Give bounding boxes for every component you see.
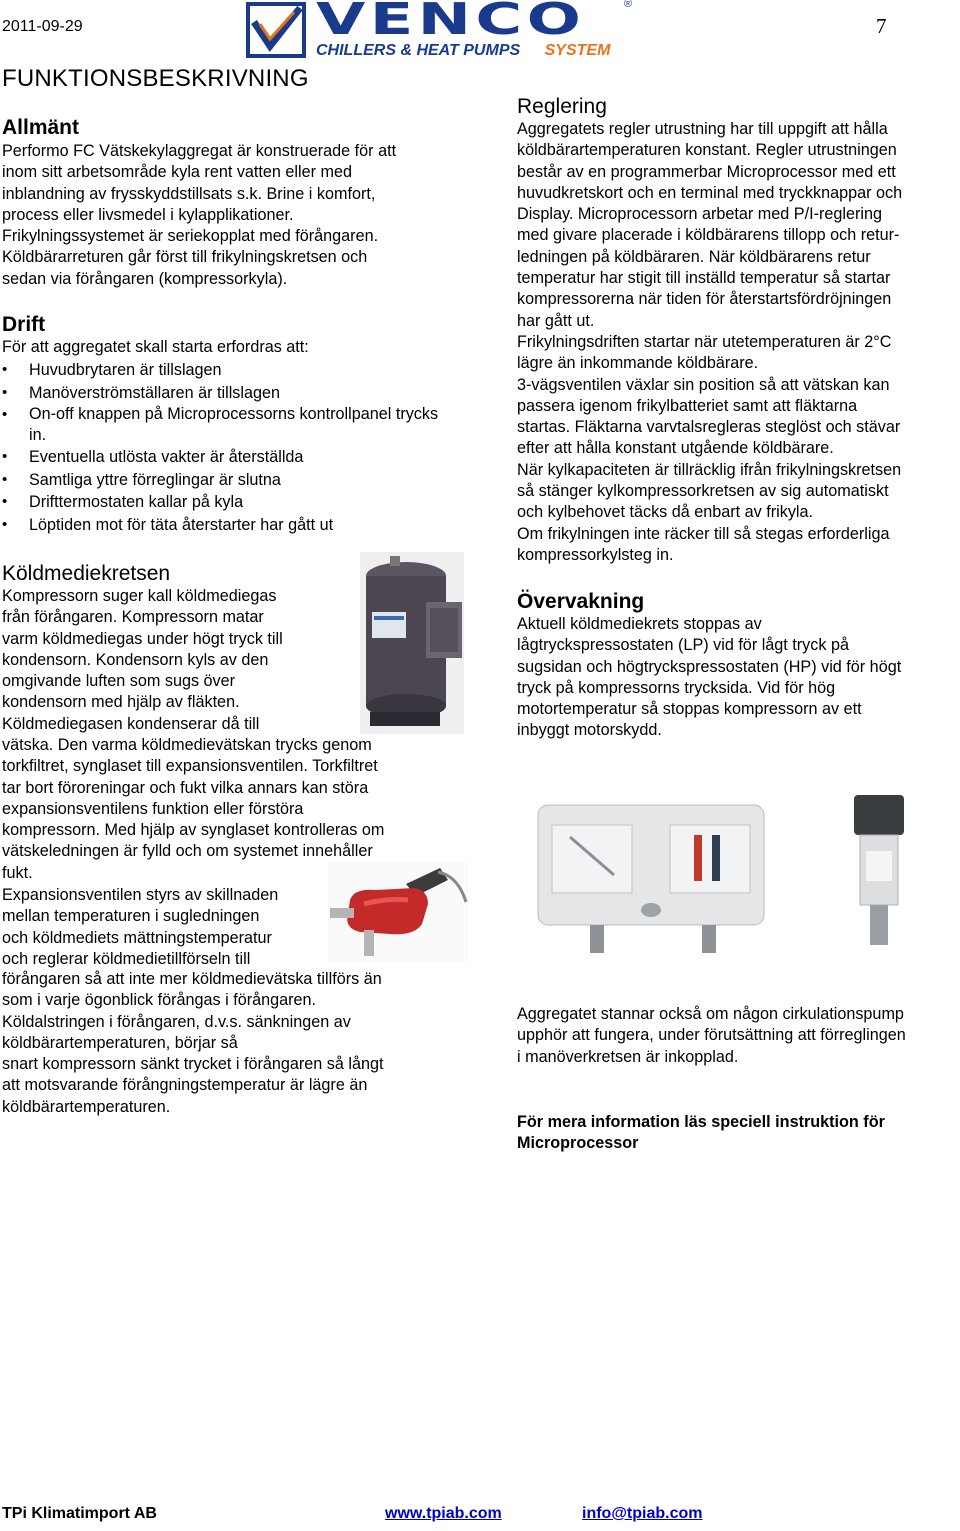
pressure-switch-image — [530, 775, 930, 955]
text-line: inbyggt motorskydd. — [517, 721, 662, 740]
text-line: och reglerar köldmedietillförseln till — [2, 949, 251, 968]
overvakning-text — [517, 614, 960, 742]
text-line: För mera information läs speciell instruktion för — [517, 1113, 885, 1131]
text-line: vätskeledningen är fylld och om systemet innehåller — [2, 842, 373, 861]
text-line: köldbärartemperaturen, börjar så — [2, 1033, 238, 1052]
text-line: temperatur har stigit till inställd temperatur så startar — [517, 269, 891, 288]
text-line: köldbärartemperaturen konstant. Regler utrustningen — [517, 141, 897, 160]
text-line: startas. Fläktarna varvtalsregleras steglöst och stävar — [517, 418, 901, 437]
text-line: passera igenom frikylbatteriet samt att fläktarna — [517, 396, 858, 415]
after-image-text — [517, 1004, 960, 1068]
text-line: omgivande luften som sugs över — [2, 672, 236, 691]
text-line: sugsidan och högtryckspressostaten (HP) vid för högt — [517, 657, 902, 676]
text-line: från förångaren. Kompressorn matar — [2, 608, 264, 627]
text-line: har gått ut. — [517, 311, 595, 330]
koldmedie-heading: Köldmediekretsen — [2, 562, 171, 585]
text-line: Microprocessor — [517, 1134, 639, 1153]
drift-heading: Drift — [2, 313, 46, 336]
text-line: köldbärartemperaturen. — [2, 1097, 171, 1116]
text-line: Kompressorn suger kall köldmediegas — [2, 587, 277, 605]
text-line: Köldalstringen i förångaren, d.v.s. sänkningen av — [2, 1012, 351, 1031]
text-line: Aggregatets regler utrustning har till uppgift att hålla — [517, 120, 888, 138]
text-line: ledningen på köldbäraren. När köldbärarens retur — [517, 247, 871, 266]
reglering-text — [517, 119, 960, 566]
text-line: består av en programmerbar Microprocessor med ett — [517, 162, 896, 181]
text-line: lägre än inkommande köldbärare. — [517, 354, 759, 373]
text-line: inom sitt arbetsområde kyla rent vatten eller med — [2, 163, 352, 182]
text-line: kompressorerna när tiden för återstartsfördröjningen — [517, 290, 892, 309]
text-line: upphör att fungera, under förutsättning att förreglingen — [517, 1026, 906, 1045]
text-line: kompressorn. Med hjälp av synglaset kontrolleras om — [2, 821, 385, 840]
text-line: och kylbehovet täcks då enbart av frikyla. — [517, 503, 814, 522]
venco-check-icon — [246, 2, 308, 60]
footer-company: TPi Klimatimport AB — [2, 1505, 157, 1522]
text-line: att motsvarande förångningstemperatur är lägre än — [2, 1076, 368, 1095]
text-line: sedan via förångaren (kompressorkyla). — [2, 269, 288, 288]
text-line: expansionsventilens funktion eller förstöra — [2, 799, 304, 818]
list-item: • Eventuella utlösta vakter är återställda — [2, 446, 462, 469]
text-line: process eller livsmedel i kylapplikationer. — [2, 205, 294, 224]
venco-brand-name: VENCO — [316, 0, 586, 45]
footer-website-link[interactable]: www.tpiab.com — [385, 1505, 502, 1522]
pressure-switch-illustration — [530, 775, 930, 955]
compressor-illustration — [360, 552, 464, 734]
text-line: Expansionsventilen styrs av skillnaden — [2, 886, 279, 904]
tagline-system: SYSTEM — [544, 42, 611, 59]
text-line: Display. Microprocessorn arbetar med P/I-reglering — [517, 205, 882, 224]
expansion-valve-illustration — [328, 862, 468, 962]
list-item: • Löptiden mot för täta återstarter har gått ut — [2, 514, 462, 537]
allmant-text — [2, 141, 472, 290]
microprocessor-note — [517, 1112, 960, 1155]
text-line: Performo FC Vätskekylaggregat är konstruerade för att — [2, 142, 397, 160]
venco-tagline — [316, 42, 610, 60]
text-line: efter att hålla konstant utgående köldbärare. — [517, 439, 834, 458]
text-line: Aktuell köldmediekrets stoppas av — [517, 615, 762, 633]
list-item: • Manöverströmställaren är tillslagen — [2, 382, 462, 405]
text-line: som i varje ögonblick förångas i förångaren. — [2, 991, 317, 1010]
page-title: FUNKTIONSBESKRIVNING — [2, 65, 309, 92]
text-line: Aggregatet stannar också om någon cirkulationspump — [517, 1005, 904, 1023]
compressor-image — [360, 552, 464, 734]
text-line: i manöverkretsen är inkopplad. — [517, 1047, 739, 1066]
text-line: så stänger kylkompressorkretsen av sig automatiskt — [517, 482, 889, 501]
koldmedie-text-c — [2, 885, 322, 970]
text-line: mellan temperaturen i sugledningen — [2, 907, 260, 926]
venco-logo — [246, 0, 636, 64]
text-line: Köldmediegasen kondenserar då till — [2, 714, 260, 733]
page-number: 7 — [876, 14, 887, 38]
text-line: lågtryckspressostaten (LP) vid för lågt tryck på — [517, 636, 849, 655]
text-line: med givare placerade i köldbärarens tillopp och retur- — [517, 226, 900, 245]
text-line: och köldmediets mättningstemperatur — [2, 928, 272, 947]
text-line: förångaren så att inte mer köldmedievätska tillförs än — [2, 970, 382, 988]
text-line: Köldbärarreturen går först till frikylningskretsen och — [2, 248, 368, 267]
tagline-chillers: CHILLERS & HEAT PUMPS — [316, 42, 521, 59]
list-item: • On-off knappen på Microprocessorns kontrollpanel trycks in. — [2, 404, 454, 446]
allmant-heading: Allmänt — [2, 116, 80, 139]
document-date: 2011-09-29 — [2, 18, 83, 35]
text-line: Om frikylningen inte räcker till så stegas erforderliga — [517, 524, 890, 543]
text-line: tar bort föroreningar och fukt vilka annars kan störa — [2, 778, 369, 797]
text-line: När kylkapaciteten är tillräcklig ifrån frikylningskretsen — [517, 460, 902, 479]
drift-requirements-list — [2, 359, 462, 536]
text-line: snart kompressorn sänkt trycket i förångaren så långt — [2, 1055, 384, 1074]
text-line: tryck på kompressorns trycksida. Vid för hög — [517, 678, 836, 697]
list-item: • Drifttermostaten kallar på kyla — [2, 491, 462, 514]
text-line: vätska. Den varma köldmedievätskan trycks genom — [2, 736, 372, 754]
text-line: inblandning av frysskyddstillsats s.k. Brine i komfort, — [2, 184, 376, 203]
list-item: • Samtliga yttre förreglingar är slutna — [2, 469, 462, 492]
text-line: kondensorn med hjälp av fläkten. — [2, 693, 240, 712]
koldmedie-text-a — [2, 586, 362, 735]
expansion-valve-image — [328, 862, 468, 962]
footer-email-link[interactable]: info@tpiab.com — [582, 1505, 703, 1522]
drift-intro: För att aggregatet skall starta erfordras att: — [2, 338, 309, 356]
reglering-heading: Reglering — [517, 95, 607, 118]
registered-mark: ® — [624, 0, 633, 10]
text-line: kompressorkylsteg in. — [517, 545, 674, 564]
text-line: kondensorn. Kondensorn kyls av den — [2, 650, 269, 669]
list-item: • Huvudbrytaren är tillslagen — [2, 359, 462, 382]
text-line: torkfiltret, synglaset till expansionsventilen. Torkfiltret — [2, 757, 378, 776]
koldmedie-text-d — [2, 969, 472, 1118]
text-line: varm köldmediegas under högt tryck till — [2, 629, 283, 648]
text-line: Frikylningssystemet är seriekopplat med förångaren. — [2, 227, 379, 246]
text-line: Frikylningsdriften startar när utetemperaturen är 2°C — [517, 332, 892, 351]
text-line: fukt. — [2, 863, 33, 882]
text-line: huvudkretskort och en terminal med tryckknappar och — [517, 183, 903, 202]
overvakning-heading: Övervakning — [517, 590, 645, 613]
text-line: 3-vägsventilen växlar sin position så att vätskan kan — [517, 375, 890, 394]
text-line: motortemperatur så stoppas kompressorn av ett — [517, 700, 862, 719]
